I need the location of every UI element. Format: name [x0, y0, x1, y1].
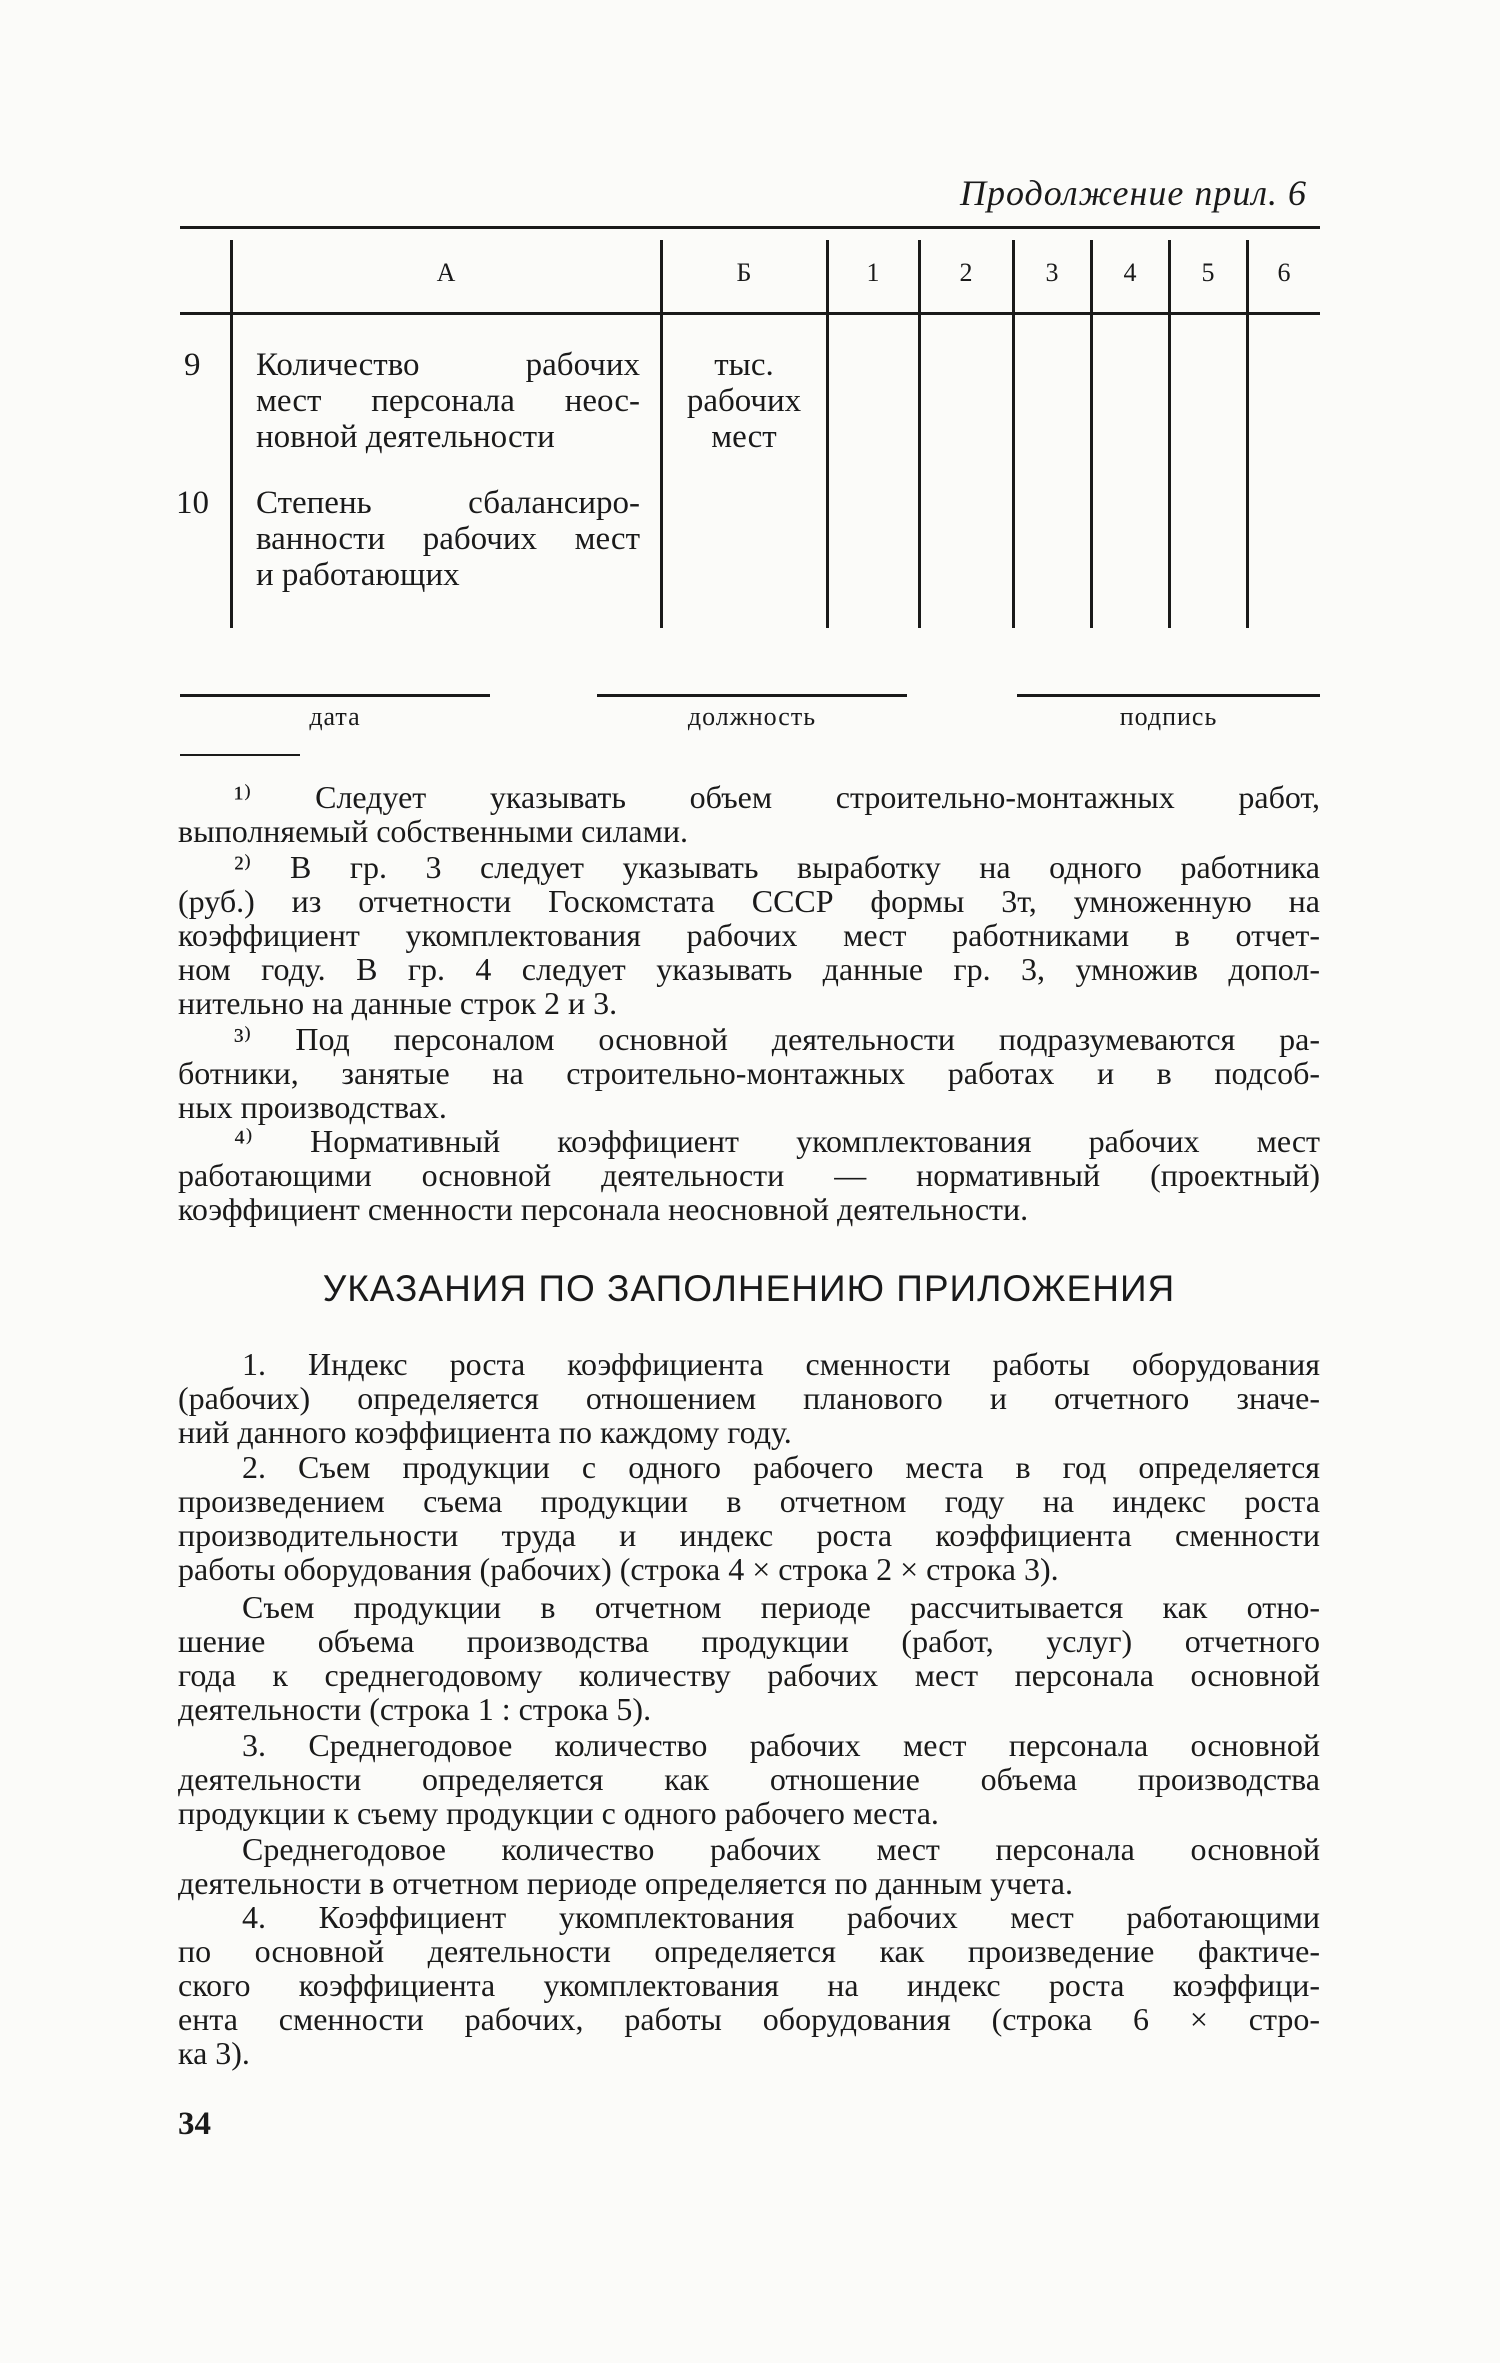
- text-line: ном году. В гр. 4 следует указывать данные гр. 3, умножив допол-: [178, 951, 1320, 987]
- footnote: [178, 780, 1320, 848]
- text-line: ных производствах.: [178, 1089, 447, 1125]
- text-line: произведением съема продукции в отчетном году на индекс роста: [178, 1483, 1320, 1519]
- text-line: ботники, занятые на строительно-монтажных работах и в подсоб-: [178, 1055, 1320, 1091]
- text-line: года к среднегодовому количеству рабочих мест персонала основной: [178, 1657, 1320, 1693]
- text-line: ³⁾ Под персоналом основной деятельности подразумеваются ра-: [234, 1021, 1320, 1057]
- row-number: 10: [176, 485, 209, 521]
- instruction-paragraph: [178, 1347, 1320, 1449]
- column-header: А: [436, 258, 456, 287]
- row-name-line: ванности рабочих мест: [256, 521, 640, 557]
- instruction-paragraph: [178, 1450, 1320, 1586]
- text-line: ²⁾ В гр. 3 следует указывать выработку на одного работника: [234, 849, 1320, 885]
- footnote: [178, 850, 1320, 1020]
- table-column-divider: [826, 240, 829, 628]
- text-line: коэффициент сменности персонала неосновной деятельности.: [178, 1191, 1029, 1227]
- text-line: 3. Среднегодовое количество рабочих мест персонала основной: [242, 1727, 1320, 1763]
- position-label: должность: [687, 702, 817, 731]
- text-line: 4. Коэффициент укомплектования рабочих мест работающими: [242, 1899, 1320, 1935]
- text-line: деятельности определяется как отношение объема производства: [178, 1761, 1320, 1797]
- text-line: ента сменности рабочих, работы оборудования (строка 6 × стро-: [178, 2001, 1320, 2037]
- text-line: 2. Съем продукции с одного рабочего места в год определяется: [242, 1449, 1320, 1485]
- signature-line: [1017, 694, 1320, 697]
- text-line: ка 3).: [178, 2035, 250, 2071]
- page-number: 34: [178, 2106, 211, 2142]
- column-header: 5: [1201, 258, 1215, 287]
- text-line: ний данного коэффициента по каждому году.: [178, 1414, 792, 1450]
- row-unit-line: мест: [711, 419, 777, 455]
- text-line: коэффициент укомплектования рабочих мест работниками в отчет-: [178, 917, 1320, 953]
- row-name-line: и работающих: [256, 557, 460, 593]
- row-name-line: новной деятельности: [256, 419, 555, 455]
- date-label: дата: [309, 702, 361, 731]
- row-unit: [664, 347, 824, 455]
- text-line: Съем продукции в отчетном периоде рассчитывается как отно-: [242, 1589, 1320, 1625]
- table-column-divider: [1168, 240, 1171, 628]
- text-line: Среднегодовое количество рабочих мест персонала основной: [242, 1831, 1320, 1867]
- row-name: [256, 485, 640, 593]
- text-line: деятельности в отчетном периоде определяется по данным учета.: [178, 1865, 1073, 1901]
- row-number: 9: [184, 347, 201, 383]
- section-title: УКАЗАНИЯ ПО ЗАПОЛНЕНИЮ ПРИЛОЖЕНИЯ: [322, 1268, 1176, 1309]
- text-line: работающими основной деятельности — нормативный (проектный): [178, 1157, 1320, 1193]
- table-column-divider: [1012, 240, 1015, 628]
- table-column-divider: [918, 240, 921, 628]
- footnote: [178, 1022, 1320, 1124]
- table-column-divider: [1246, 240, 1249, 628]
- table-header-rule: [180, 312, 1320, 315]
- text-line: ⁴⁾ Нормативный коэффициент укомплектования рабочих мест: [234, 1123, 1320, 1159]
- text-line: выполняемый собственными силами.: [178, 813, 688, 849]
- table-column-divider: [1090, 240, 1093, 628]
- row-name-line: Количество рабочих: [256, 347, 640, 383]
- text-line: (руб.) из отчетности Госкомстата СССР формы 3т, умноженную на: [178, 883, 1320, 919]
- table-top-rule: [180, 226, 1320, 229]
- row-unit-line: рабочих: [686, 383, 802, 419]
- column-header: 2: [959, 258, 973, 287]
- instruction-paragraph: [178, 1900, 1320, 2070]
- instruction-paragraph: [178, 1832, 1320, 1900]
- row-name: [256, 347, 640, 455]
- row-unit-line: тыс.: [714, 347, 774, 383]
- column-header: 6: [1277, 258, 1291, 287]
- text-line: нительно на данные строк 2 и 3.: [178, 985, 618, 1021]
- date-line: [180, 694, 490, 697]
- instruction-paragraph: [178, 1728, 1320, 1830]
- text-line: 1. Индекс роста коэффициента сменности работы оборудования: [242, 1346, 1320, 1382]
- column-header: 3: [1045, 258, 1059, 287]
- table-column-divider: [660, 240, 663, 628]
- text-line: (рабочих) определяется отношением планового и отчетного значе-: [178, 1380, 1320, 1416]
- text-line: шение объема производства продукции (работ, услуг) отчетного: [178, 1623, 1320, 1659]
- instruction-paragraph: [178, 1590, 1320, 1726]
- text-line: производительности труда и индекс роста коэффициента сменности: [178, 1517, 1320, 1553]
- column-header: Б: [736, 258, 752, 287]
- footnote: [178, 1124, 1320, 1226]
- position-line: [597, 694, 907, 697]
- text-line: по основной деятельности определяется как произведение фактиче-: [178, 1933, 1320, 1969]
- text-line: деятельности (строка 1 : строка 5).: [178, 1691, 652, 1727]
- text-line: ¹⁾ Следует указывать объем строительно-монтажных работ,: [234, 779, 1320, 815]
- row-name-line: Степень сбалансиро-: [256, 485, 640, 521]
- table-column-divider: [230, 240, 233, 628]
- text-line: продукции к съему продукции с одного рабочего места.: [178, 1795, 939, 1831]
- text-line: ского коэффициента укомплектования на индекс роста коэффици-: [178, 1967, 1320, 2003]
- signature-label: подпись: [1119, 702, 1218, 731]
- column-header: 4: [1123, 258, 1137, 287]
- column-header: 1: [866, 258, 880, 287]
- row-name-line: мест персонала неос-: [256, 383, 640, 419]
- footnote-separator: [180, 754, 300, 756]
- continuation-note: Продолжение прил. 6: [960, 173, 1308, 213]
- text-line: работы оборудования (рабочих) (строка 4 × строка 2 × строка 3).: [178, 1551, 1059, 1587]
